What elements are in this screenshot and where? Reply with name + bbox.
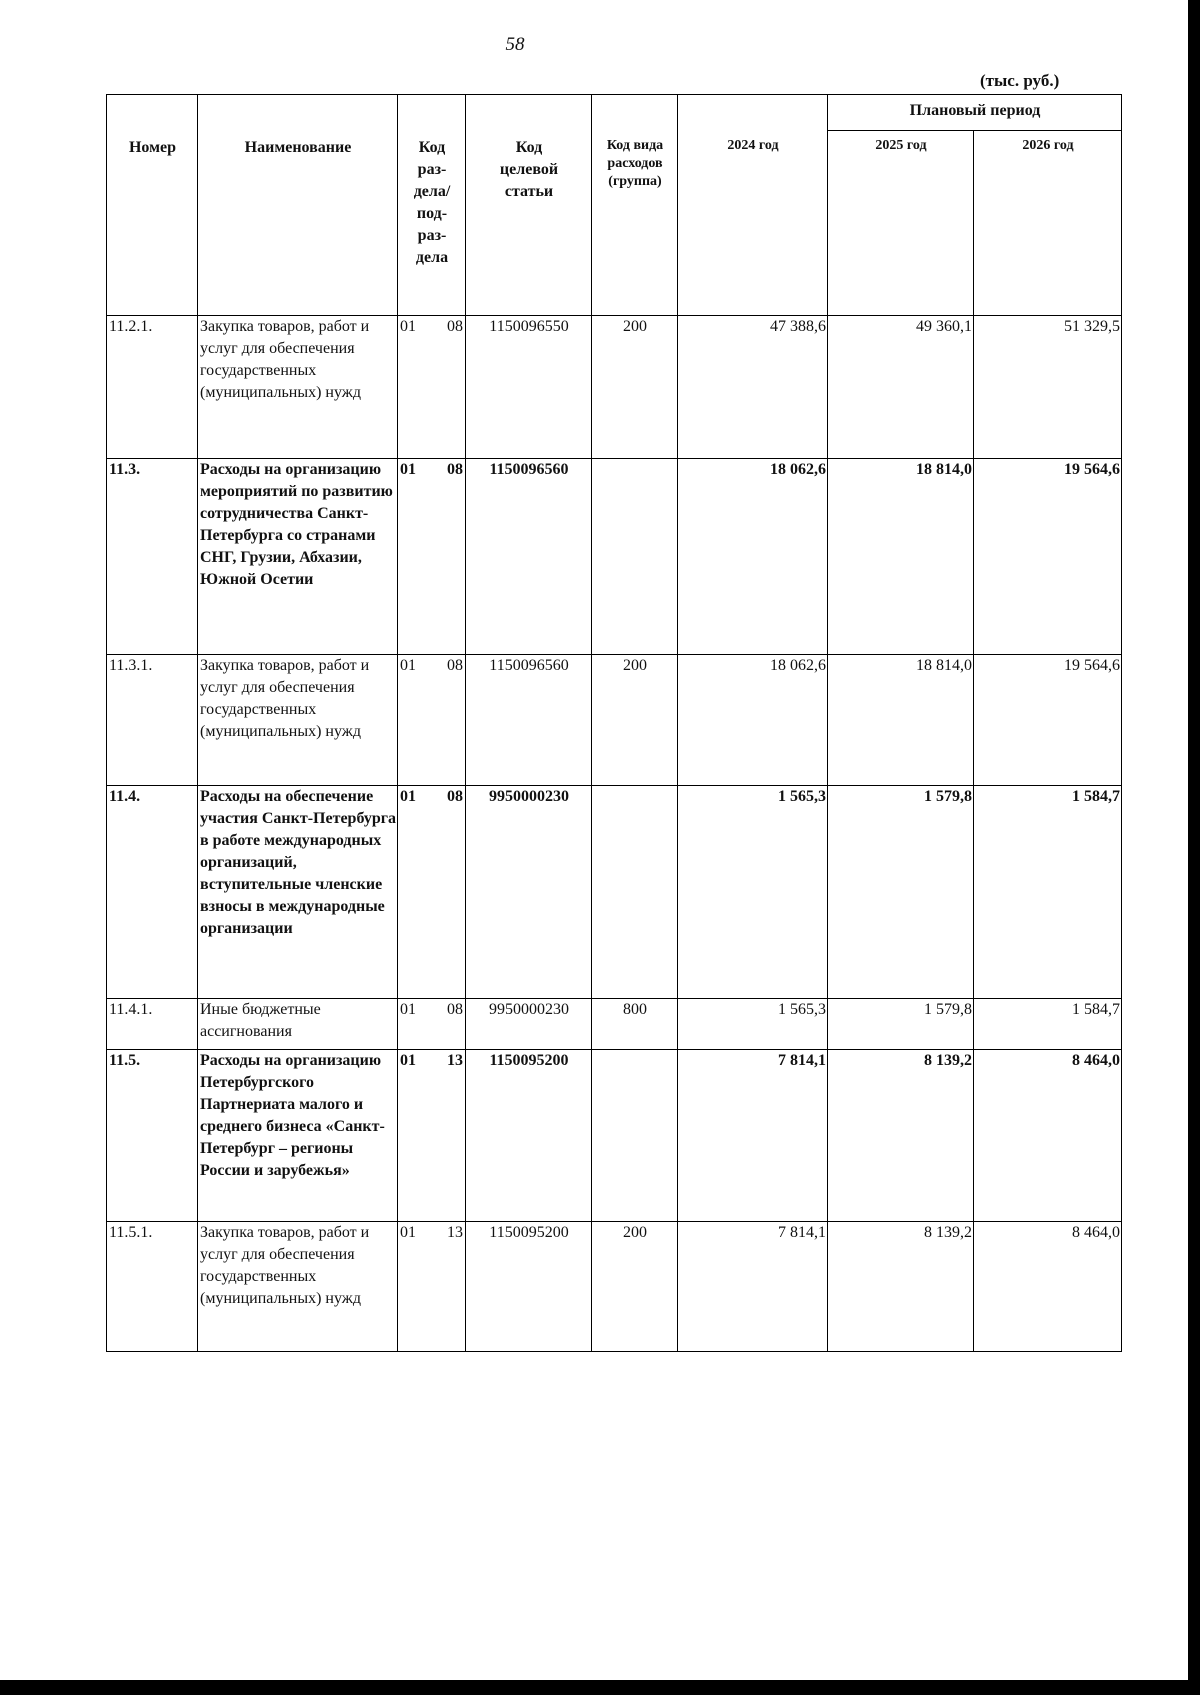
row-section-code	[398, 1222, 466, 1352]
header-section-code-text: Код раз-дела/ под-раз-дела	[413, 139, 451, 266]
row-name: Закупка товаров, работ и услуг для обеспечения государственных (муниципальных) нужд	[198, 655, 398, 786]
row-value-2024: 47 388,6	[678, 316, 828, 459]
row-target-code: 1150095200	[466, 1222, 592, 1352]
header-expense-type-text: Код вида расходов (группа)	[606, 138, 664, 189]
table-row	[107, 316, 1122, 459]
row-name: Закупка товаров, работ и услуг для обеспечения государственных (муниципальных) нужд	[198, 316, 398, 459]
row-section-code	[398, 655, 466, 786]
row-value-2025: 1 579,8	[828, 786, 974, 999]
row-section: 01	[400, 1224, 416, 1241]
row-number: 11.3.	[107, 459, 198, 655]
row-value-2025: 18 814,0	[828, 655, 974, 786]
scan-edge-bottom	[0, 1680, 1200, 1695]
row-expense-type: 200	[592, 1222, 678, 1352]
row-value-2025: 8 139,2	[828, 1222, 974, 1352]
row-value-2024: 7 814,1	[678, 1222, 828, 1352]
row-name: Закупка товаров, работ и услуг для обеспечения государственных (муниципальных) нужд	[198, 1222, 398, 1352]
header-year-2025: 2025 год	[828, 131, 974, 316]
table-row	[107, 655, 1122, 786]
row-number: 11.5.1.	[107, 1222, 198, 1352]
row-number: 11.5.	[107, 1050, 198, 1222]
row-section-code	[398, 786, 466, 999]
row-section-code	[398, 999, 466, 1050]
header-number: Номер	[107, 95, 198, 316]
row-expense-type	[592, 786, 678, 999]
row-value-2026: 1 584,7	[974, 999, 1122, 1050]
row-name: Иные бюджетные ассигнования	[198, 999, 398, 1050]
row-section: 01	[400, 318, 416, 335]
row-value-2026: 8 464,0	[974, 1222, 1122, 1352]
row-section-code	[398, 459, 466, 655]
table-body	[107, 316, 1122, 1352]
table-row	[107, 459, 1122, 655]
row-subsection: 08	[447, 1001, 463, 1018]
page-number: 58	[505, 34, 525, 55]
header-planned-period: Плановый период	[828, 95, 1122, 131]
budget-table	[106, 94, 1122, 1352]
row-section: 01	[400, 461, 416, 478]
row-expense-type	[592, 1050, 678, 1222]
scan-edge-right	[1188, 0, 1200, 1695]
header-target-code	[466, 95, 592, 316]
row-subsection: 08	[447, 657, 463, 674]
row-target-code: 9950000230	[466, 999, 592, 1050]
row-target-code: 1150096560	[466, 655, 592, 786]
row-value-2025: 1 579,8	[828, 999, 974, 1050]
row-target-code: 9950000230	[466, 786, 592, 999]
row-section-code	[398, 316, 466, 459]
row-value-2026: 19 564,6	[974, 459, 1122, 655]
row-value-2024: 18 062,6	[678, 459, 828, 655]
row-section: 01	[400, 1001, 416, 1018]
row-number: 11.4.1.	[107, 999, 198, 1050]
header-target-code-text: Код целевой статьи	[499, 139, 559, 200]
row-number: 11.4.	[107, 786, 198, 999]
row-expense-type	[592, 459, 678, 655]
row-name: Расходы на организацию Петербургского Партнериата малого и среднего бизнеса «Санкт-Петербург – регионы России и зарубежья»	[198, 1050, 398, 1222]
header-name: Наименование	[198, 95, 398, 316]
table-row	[107, 1222, 1122, 1352]
row-expense-type: 200	[592, 316, 678, 459]
row-value-2025: 18 814,0	[828, 459, 974, 655]
row-value-2026: 51 329,5	[974, 316, 1122, 459]
table-header-row	[107, 95, 1122, 131]
header-expense-type	[592, 95, 678, 316]
row-target-code: 1150095200	[466, 1050, 592, 1222]
row-target-code: 1150096550	[466, 316, 592, 459]
row-name: Расходы на обеспечение участия Санкт-Петербурга в работе международных организаций, вступительные членские взносы в международные организации	[198, 786, 398, 999]
row-subsection: 08	[447, 788, 463, 805]
row-subsection: 13	[447, 1224, 463, 1241]
row-expense-type: 200	[592, 655, 678, 786]
row-value-2024: 7 814,1	[678, 1050, 828, 1222]
row-value-2025: 8 139,2	[828, 1050, 974, 1222]
row-section: 01	[400, 1052, 416, 1069]
row-subsection: 08	[447, 318, 463, 335]
row-value-2024: 1 565,3	[678, 999, 828, 1050]
row-expense-type: 800	[592, 999, 678, 1050]
row-section-code	[398, 1050, 466, 1222]
row-subsection: 13	[447, 1052, 463, 1069]
row-value-2026: 1 584,7	[974, 786, 1122, 999]
row-section: 01	[400, 657, 416, 674]
row-value-2026: 19 564,6	[974, 655, 1122, 786]
table-row	[107, 999, 1122, 1050]
header-section-code	[398, 95, 466, 316]
row-subsection: 08	[447, 461, 463, 478]
row-number: 11.2.1.	[107, 316, 198, 459]
row-value-2024: 1 565,3	[678, 786, 828, 999]
row-value-2025: 49 360,1	[828, 316, 974, 459]
row-name: Расходы на организацию мероприятий по развитию сотрудничества Санкт-Петербурга со странами СНГ, Грузии, Абхазии, Южной Осетии	[198, 459, 398, 655]
header-year-2026: 2026 год	[974, 131, 1122, 316]
table-row	[107, 1050, 1122, 1222]
row-section: 01	[400, 788, 416, 805]
row-value-2024: 18 062,6	[678, 655, 828, 786]
header-year-2024: 2024 год	[678, 95, 828, 316]
row-number: 11.3.1.	[107, 655, 198, 786]
row-target-code: 1150096560	[466, 459, 592, 655]
row-value-2026: 8 464,0	[974, 1050, 1122, 1222]
units-label: (тыс. руб.)	[980, 71, 1060, 90]
table-row	[107, 786, 1122, 999]
